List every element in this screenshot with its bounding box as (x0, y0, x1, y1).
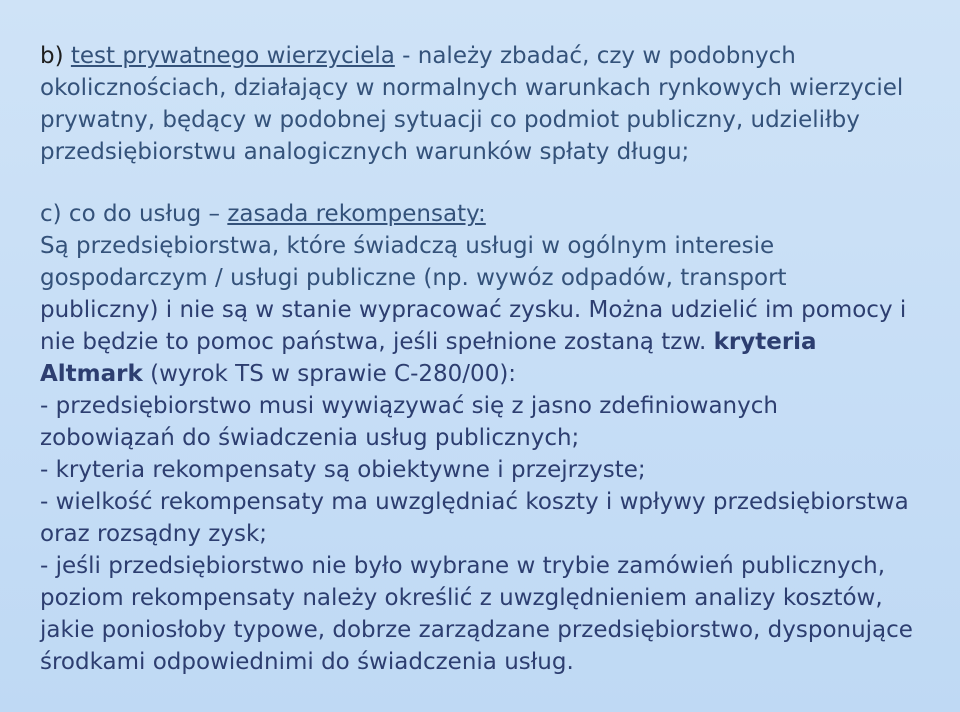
altmark-bold: Altmark (40, 361, 143, 387)
section-b-line-2: okolicznościach, działający w normalnych warunkach rynkowych wierzyciel (40, 75, 904, 101)
section-c-line-14: jakie poniosłoby typowe, dobrze zarządzane przedsiębiorstwo, dysponujące (40, 617, 913, 643)
section-c-line-6 (40, 358, 940, 390)
section-c-line-2: Są przedsiębiorstwa, które świadczą usługi w ogólnym interesie (40, 233, 775, 259)
section-c-line-6-rest: (wyrok TS w sprawie C-280/00): (142, 361, 517, 387)
section-c-line-3: gospodarczym / usługi publiczne (np. wywóz odpadów, transport (40, 265, 787, 291)
section-c-line-7: - przedsiębiorstwo musi wywiązywać się z jasno zdefiniowanych (40, 393, 778, 419)
section-b-term: test prywatnego wierzyciela (70, 43, 395, 69)
section-b-line-4: przedsiębiorstwu analogicznych warunków spłaty długu; (40, 139, 690, 165)
kryteria-bold: kryteria (713, 329, 817, 355)
section-c-line-5 (40, 326, 940, 358)
section-c-line-9: - kryteria rekompensaty są obiektywne i przejrzyste; (40, 457, 646, 483)
section-c-line-12: - jeśli przedsiębiorstwo nie było wybrane w trybie zamówień publicznych, (40, 553, 886, 579)
section-c-line-13: poziom rekompensaty należy określić z uwzględnieniem analizy kosztów, (40, 585, 883, 611)
section-c-prefix: c) co do usług – (40, 201, 228, 227)
section-c-line-11: oraz rozsądny zysk; (40, 521, 268, 547)
section-b-line-1-rest: - należy zbadać, czy w podobnych (394, 43, 796, 69)
slide-content (40, 40, 940, 678)
section-c-line-10: - wielkość rekompensaty ma uwzględniać koszty i wpływy przedsiębiorstwa (40, 489, 909, 515)
section-c-line-15: środkami odpowiednimi do świadczenia usług. (40, 649, 574, 675)
section-b-prefix: b) (40, 43, 71, 69)
section-b (40, 40, 940, 168)
section-gap (40, 168, 940, 198)
section-c-line-4: publiczny) i nie są w stanie wypracować zysku. Można udzielić im pomocy i (40, 297, 907, 323)
section-c (40, 198, 940, 678)
section-b-line-3: prywatny, będący w podobnej sytuacji co podmiot publiczny, udzieliłby (40, 107, 860, 133)
section-c-term: zasada rekompensaty: (227, 201, 486, 227)
section-c-line-8: zobowiązań do świadczenia usług publicznych; (40, 425, 580, 451)
section-c-line-1 (40, 198, 940, 230)
section-b-line-1 (40, 40, 940, 72)
section-c-line-5-start: nie będzie to pomoc państwa, jeśli spełnione zostaną tzw. (40, 329, 714, 355)
